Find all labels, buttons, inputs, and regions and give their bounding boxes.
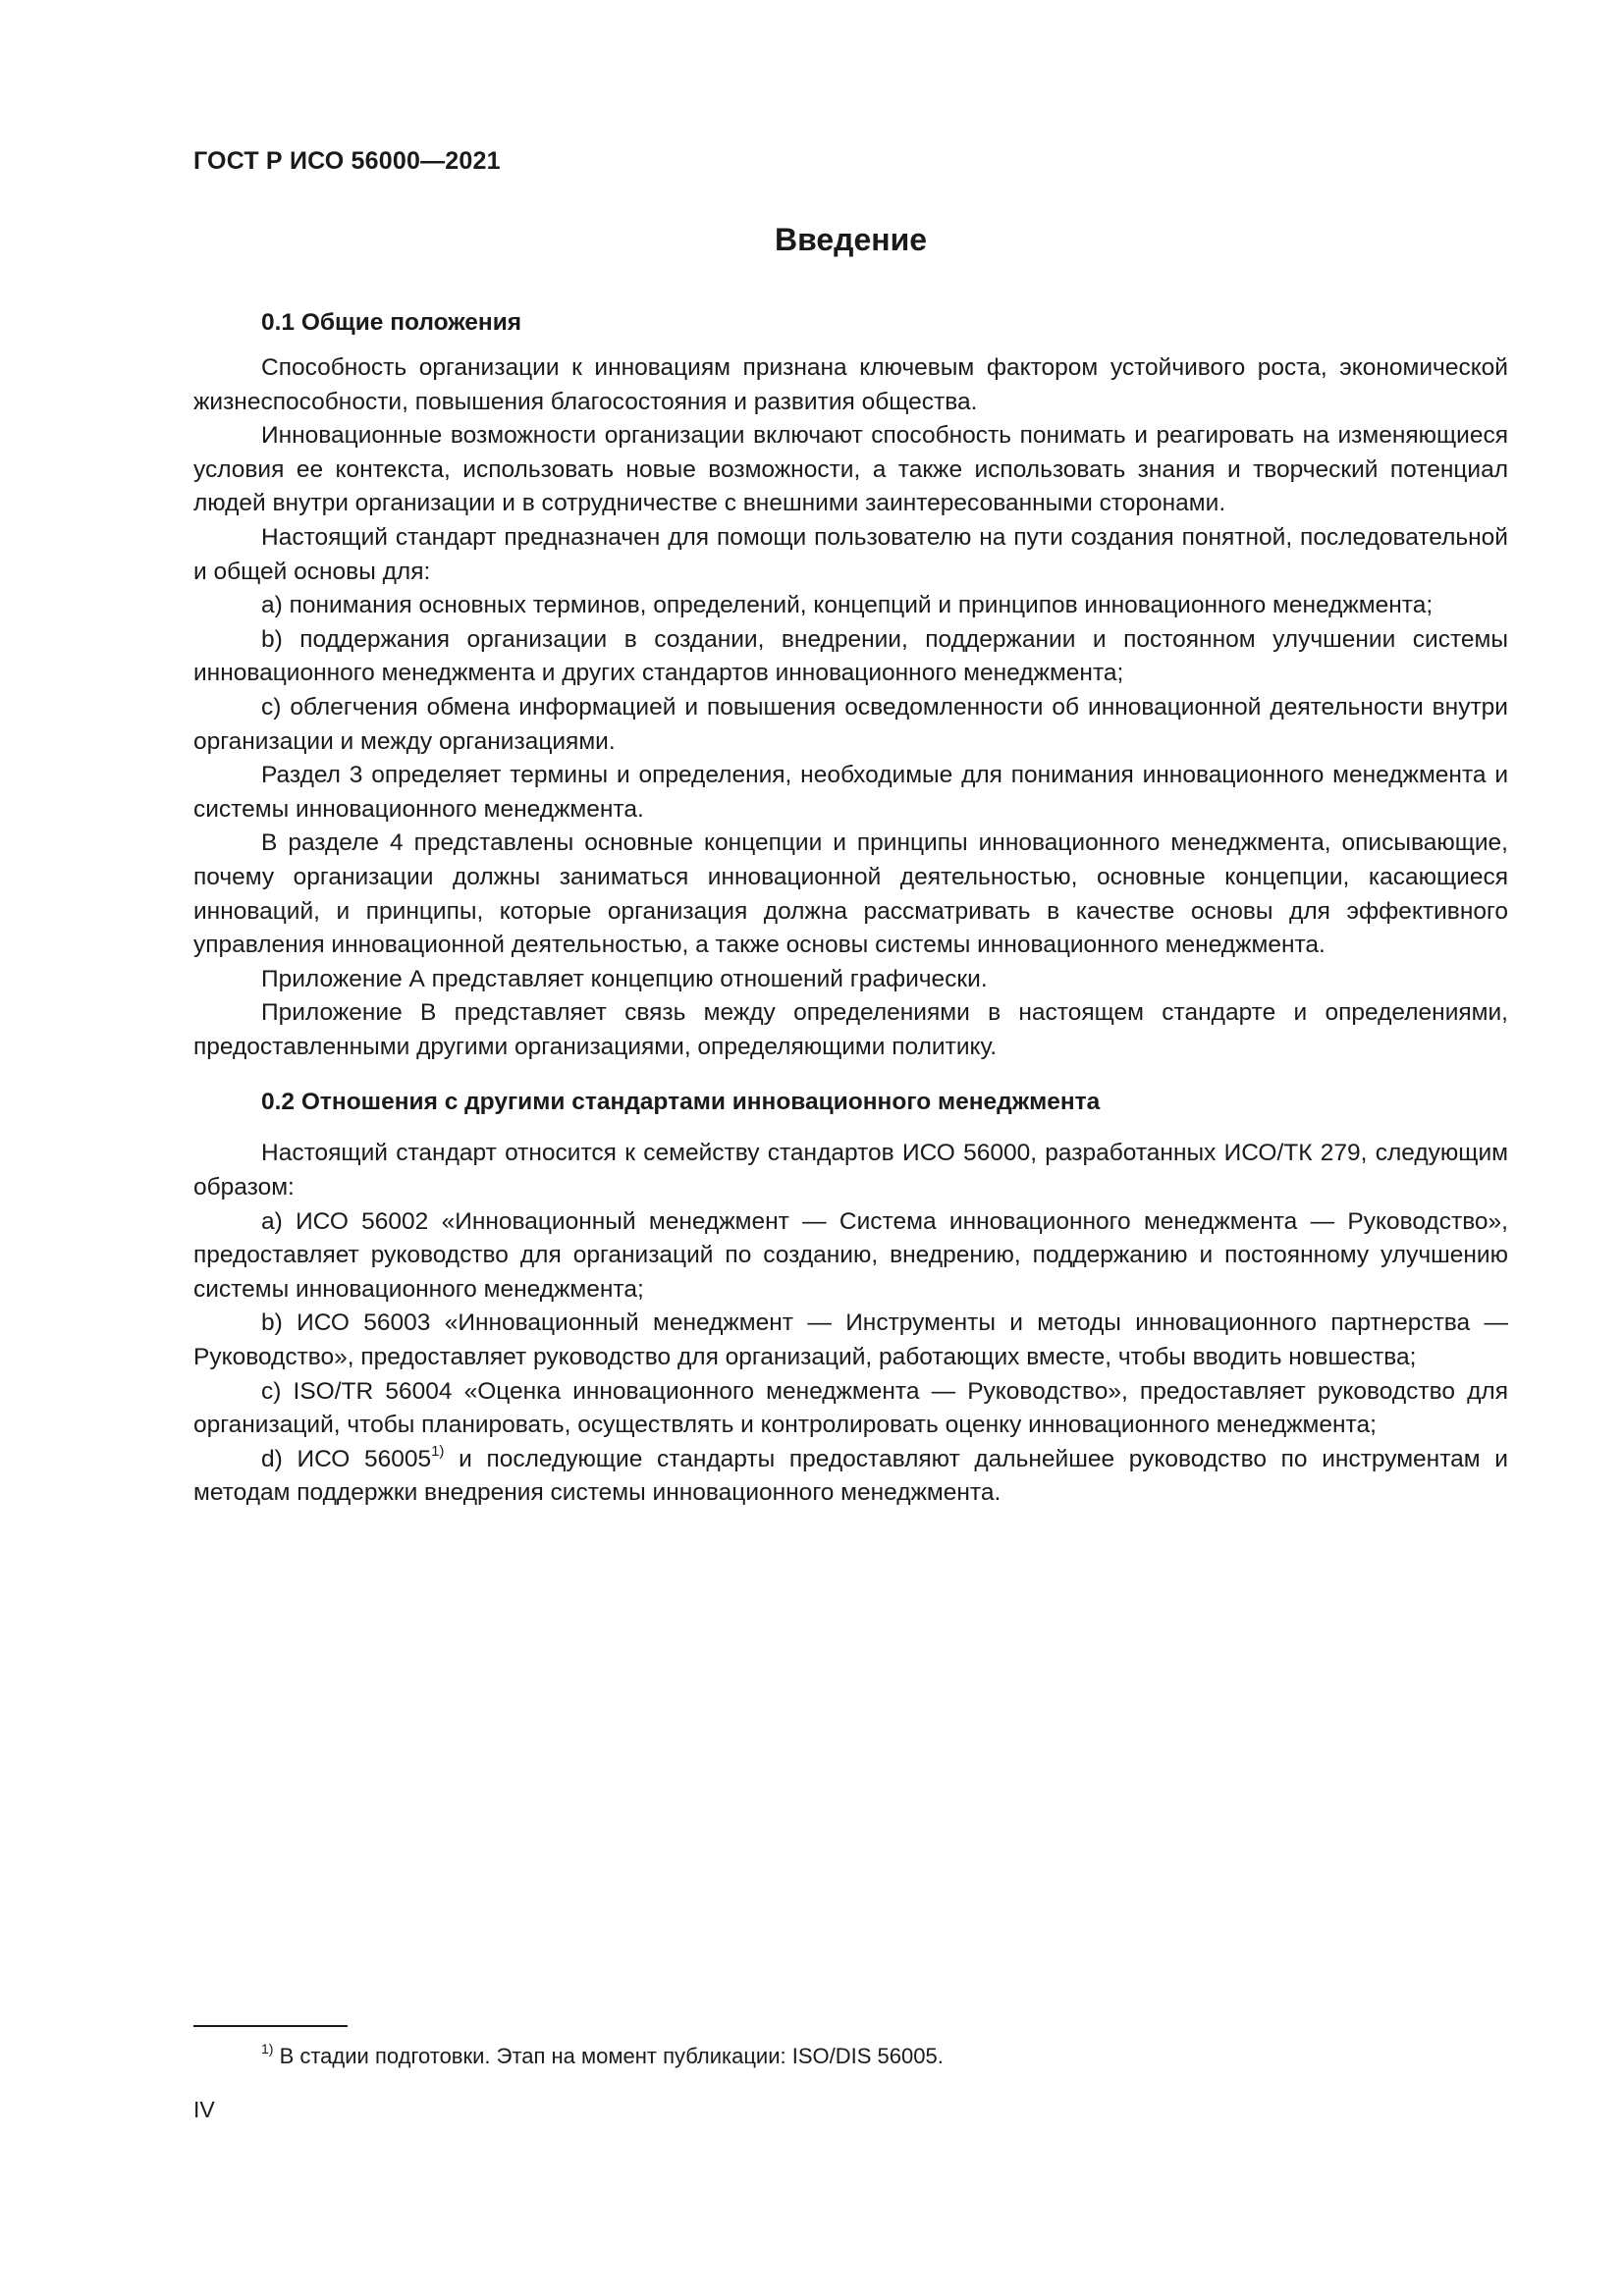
- list-item: a) понимания основных терминов, определений, концепций и принципов инновационного менеджмента;: [261, 592, 1434, 619]
- paragraph: Приложение А представляет концепцию отношений графически.: [261, 965, 988, 992]
- paragraph: Инновационные возможности организации включают способность понимать и реагировать на изменяющиеся условия ее контекста, использовать новые возможности, а также использовать знания и творческий потенциал людей внутри организации и в сотрудничестве с внешними заинтересованными сторонами.: [193, 422, 1508, 517]
- list-item: b) ИСО 56003 «Инновационный менеджмент — Инструменты и методы инновационного партнерства — Руководство», предоставляет руководство для организаций, работающих вместе, чтобы вводить новшества;: [193, 1309, 1508, 1371]
- document-header: ГОСТ Р ИСО 56000—2021: [193, 147, 501, 175]
- footnote-mark: 1): [261, 2040, 274, 2056]
- list-item: [193, 1443, 1508, 1511]
- list-item: b) поддержания организации в создании, внедрении, поддержании и постоянном улучшении системы инновационного менеджмента и других стандартов инновационного менеджмента;: [193, 625, 1508, 687]
- footnote: [261, 2042, 944, 2071]
- paragraph: Раздел 3 определяет термины и определения, необходимые для понимания инновационного менеджмента и системы инновационного менеджмента.: [193, 762, 1508, 823]
- paragraph: Настоящий стандарт относится к семейству стандартов ИСО 56000, разработанных ИСО/ТК 279, следующим образом:: [193, 1140, 1508, 1201]
- section-heading-general: 0.1 Общие положения: [261, 309, 522, 336]
- list-item: a) ИСО 56002 «Инновационный менеджмент — Система инновационного менеджмента — Руководство», предоставляет руководство для организаций по созданию, внедрению, поддержанию и постоянному улучшению системы инновационного менеджмента;: [193, 1207, 1508, 1303]
- footnote-reference[interactable]: 1): [431, 1442, 445, 1460]
- footnote-divider: [193, 2025, 348, 2027]
- paragraph: Способность организации к инновациям признана ключевым фактором устойчивого роста, экономической жизнеспособности, повышения благосостояния и развития общества.: [193, 354, 1508, 415]
- list-item-text: d) ИСО 56005: [261, 1445, 432, 1472]
- paragraph: Настоящий стандарт предназначен для помощи пользователю на пути создания понятной, последовательной и общей основы для:: [193, 523, 1508, 585]
- page-number: IV: [193, 2097, 215, 2122]
- paragraph: В разделе 4 представлены основные концепции и принципы инновационного менеджмента, описывающие, почему организации должны заниматься инновационной деятельностью, основные концепции, касающиеся инноваций, и принципы, которые организация должна рассматривать в качестве основы для эффективного управления инновационной деятельностью, а также основы системы инновационного менеджмента.: [193, 829, 1508, 959]
- list-item: c) ISO/TR 56004 «Оценка инновационного менеджмента — Руководство», предоставляет руководство для организаций, чтобы планировать, осуществлять и контролировать оценку инновационного менеджмента;: [193, 1377, 1508, 1439]
- paragraph: Приложение В представляет связь между определениями в настоящем стандарте и определениями, предоставленными другими организациями, определяющими политику.: [193, 999, 1508, 1060]
- list-item-text: и последующие стандарты предоставляют дальнейшее руководство по инструментам и методам поддержки внедрения системы инновационного менеджмента.: [193, 1445, 1508, 1507]
- main-content: [193, 306, 1508, 1511]
- section-heading-relations: 0.2 Отношения с другими стандартами инновационного менеджмента: [261, 1089, 1101, 1116]
- list-item: c) облегчения обмена информацией и повышения осведомленности об инновационной деятельности внутри организации и между организациями.: [193, 693, 1508, 755]
- footnote-text: В стадии подготовки. Этап на момент публикации: ISO/DIS 56005.: [273, 2044, 944, 2068]
- page-title: Введение: [774, 222, 928, 257]
